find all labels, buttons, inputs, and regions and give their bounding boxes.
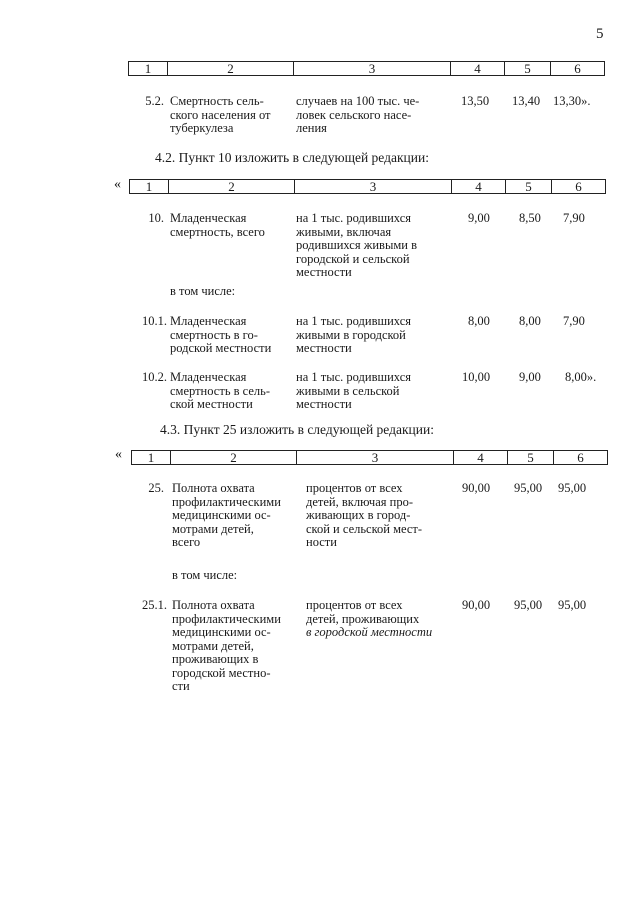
row-number: 10.2. — [142, 370, 167, 384]
indicator-name: Полнота охвата профилактическими медицинскими ос- мотрами детей, всего — [172, 481, 281, 549]
value-col-5: 95,00 — [514, 481, 543, 495]
page-number: 5 — [596, 26, 604, 42]
header-cell: 4 — [454, 450, 508, 465]
unit-of-measure: процентов от всех детей, включая про- живающих в город- ской и сельской мест- ности — [306, 481, 423, 549]
value-col-6: 7,90 — [563, 211, 585, 225]
indicator-name: Младенческая смертность в го- родской местности — [170, 314, 272, 355]
quote-mark: « — [114, 177, 121, 192]
indicator-name: Смертность сель- ского населения от туберкулеза — [170, 94, 271, 135]
header-cell: 1 — [131, 450, 171, 465]
header-cell: 2 — [168, 61, 294, 76]
header-cell: 3 — [297, 450, 454, 465]
row-number: 25.1. — [142, 598, 167, 612]
value-col-6: 7,90 — [563, 314, 585, 328]
including-label: в том числе: — [172, 568, 238, 582]
row-number: 10. — [148, 211, 164, 225]
including-label: в том числе: — [170, 284, 236, 298]
header-cell: 2 — [171, 450, 297, 465]
header-cell: 6 — [552, 179, 606, 194]
paragraph-4-2: 4.2. Пункт 10 изложить в следующей редакции: — [155, 150, 429, 165]
value-col-4: 10,00 — [462, 370, 491, 384]
header-cell: 5 — [506, 179, 552, 194]
value-col-5: 8,00 — [519, 314, 541, 328]
unit-of-measure: случаев на 100 тыс. че- ловек сельского насе- ления — [296, 94, 420, 135]
unit-of-measure: на 1 тыс. родившихся живыми, включая родившихся живыми в городской и сельской местности — [296, 211, 417, 279]
unit-of-measure: на 1 тыс. родившихся живыми в сельской местности — [296, 370, 411, 411]
table-header-3 — [131, 450, 608, 465]
row-number: 25. — [148, 481, 164, 495]
value-col-5: 13,40 — [512, 94, 541, 108]
value-col-5: 8,50 — [519, 211, 541, 225]
header-cell: 2 — [169, 179, 295, 194]
paragraph-4-3: 4.3. Пункт 25 изложить в следующей редакции: — [160, 422, 434, 437]
header-cell: 3 — [294, 61, 451, 76]
value-col-6: 8,00». — [565, 370, 597, 384]
header-cell: 1 — [128, 61, 168, 76]
header-cell: 3 — [295, 179, 452, 194]
quote-mark: « — [115, 447, 122, 462]
unit-of-measure: процентов от всех детей, проживающих в городской местности — [306, 598, 433, 639]
header-cell: 1 — [129, 179, 169, 194]
value-col-4: 9,00 — [468, 211, 490, 225]
table-header-2 — [129, 179, 606, 194]
row-number: 5.2. — [145, 94, 164, 108]
value-col-6: 95,00 — [558, 598, 587, 612]
indicator-name: Младенческая смертность в сель- ской местности — [170, 370, 271, 411]
value-col-4: 90,00 — [462, 598, 491, 612]
value-col-6: 13,30». — [553, 94, 591, 108]
header-cell: 5 — [505, 61, 551, 76]
value-col-6: 95,00 — [558, 481, 587, 495]
header-cell: 5 — [508, 450, 554, 465]
table-header-1 — [128, 61, 605, 76]
indicator-name: Полнота охвата профилактическими медицинскими ос- мотрами детей, проживающих в городской местно- сти — [172, 598, 281, 693]
header-cell: 4 — [452, 179, 506, 194]
unit-of-measure: на 1 тыс. родившихся живыми в городской местности — [296, 314, 411, 355]
row-number: 10.1. — [142, 314, 167, 328]
value-col-4: 13,50 — [461, 94, 490, 108]
header-cell: 6 — [554, 450, 608, 465]
value-col-5: 9,00 — [519, 370, 541, 384]
value-col-4: 8,00 — [468, 314, 490, 328]
header-cell: 6 — [551, 61, 605, 76]
value-col-4: 90,00 — [462, 481, 491, 495]
header-cell: 4 — [451, 61, 505, 76]
indicator-name: Младенческая смертность, всего — [170, 211, 265, 239]
value-col-5: 95,00 — [514, 598, 543, 612]
